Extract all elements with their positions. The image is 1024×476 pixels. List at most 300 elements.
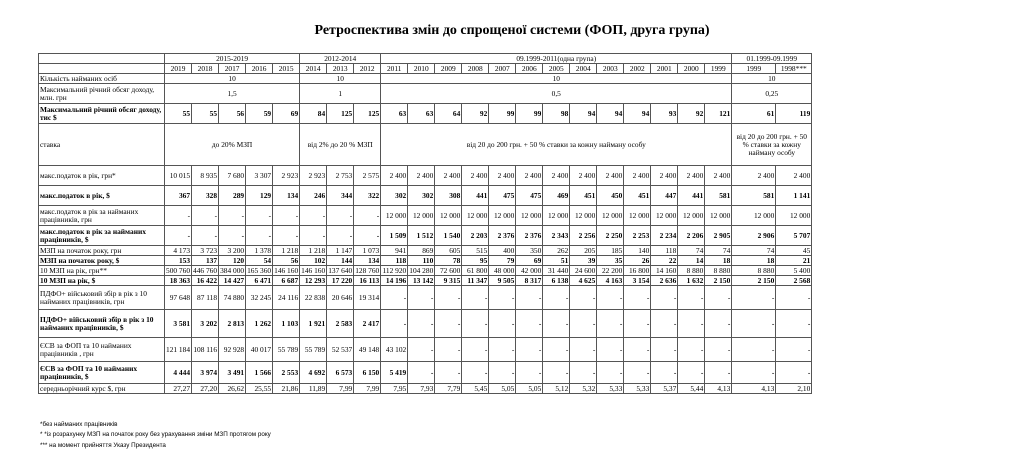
table-cell: 12 000 bbox=[776, 206, 812, 226]
year-header: 2014 bbox=[300, 64, 327, 74]
table-cell: 205 bbox=[570, 246, 597, 256]
table-cell: 99 bbox=[516, 104, 543, 124]
table-cell: 22 838 bbox=[300, 286, 327, 310]
table-cell: 112 920 bbox=[382, 265, 407, 275]
table-cell: 2 400 bbox=[732, 166, 776, 186]
table-cell: 93 bbox=[651, 104, 678, 124]
table-cell: 2 923 bbox=[300, 166, 327, 186]
year-header: 1999 bbox=[705, 64, 732, 74]
table-cell: 43 102 bbox=[381, 338, 408, 362]
table-cell: 185 bbox=[597, 246, 624, 256]
table-cell: 12 000 bbox=[732, 206, 776, 226]
table-cell: - bbox=[651, 362, 678, 384]
table-cell: - bbox=[408, 310, 435, 338]
table-cell: - bbox=[462, 310, 489, 338]
year-header: 2016 bbox=[246, 64, 273, 74]
table-cell: 2 400 bbox=[516, 166, 543, 186]
table-cell: 24 116 bbox=[273, 286, 300, 310]
table-cell: 5,12 bbox=[543, 384, 570, 394]
table-cell: 32 245 bbox=[246, 286, 273, 310]
merged-cell: 0,25 bbox=[732, 84, 812, 104]
year-header: 2008 bbox=[462, 64, 489, 74]
table-cell: - bbox=[776, 310, 812, 338]
table-cell: 2 343 bbox=[543, 226, 570, 246]
table-cell: 869 bbox=[408, 246, 435, 256]
table-cell: 2 400 bbox=[776, 166, 812, 186]
table-cell: 153 bbox=[165, 256, 192, 266]
table-cell: 137 bbox=[192, 256, 219, 266]
table-cell: - bbox=[624, 362, 651, 384]
table-cell: 94 bbox=[597, 104, 624, 124]
table-cell: 55 bbox=[192, 104, 219, 124]
table-cell: 64 bbox=[435, 104, 462, 124]
table-cell: 52 537 bbox=[327, 338, 354, 362]
row-label: Максимальний річний обсяг доходу, млн. грн bbox=[39, 84, 165, 104]
table-cell: 95 bbox=[462, 256, 489, 266]
table-cell: 39 bbox=[570, 256, 597, 266]
row-label: середньорічний курс $, грн bbox=[39, 384, 165, 394]
table-row bbox=[39, 74, 812, 84]
table-cell: 262 bbox=[543, 246, 570, 256]
table-cell: 2 400 bbox=[678, 166, 705, 186]
table-cell: 97 648 bbox=[165, 286, 192, 310]
table-cell: 447 bbox=[651, 186, 678, 206]
table-cell: 581 bbox=[705, 186, 732, 206]
table-cell: 2 753 bbox=[327, 166, 354, 186]
table-cell: 61 bbox=[732, 104, 776, 124]
table-cell: 92 928 bbox=[219, 338, 246, 362]
table-cell: 104 280 bbox=[409, 265, 434, 275]
table-cell: 2 250 bbox=[597, 226, 624, 246]
table-cell: 121 184 bbox=[165, 338, 192, 362]
table-cell: 1 262 bbox=[246, 310, 273, 338]
table-cell: 31 440 bbox=[543, 266, 570, 276]
table-cell: 3 974 bbox=[192, 362, 219, 384]
table-cell: - bbox=[776, 362, 812, 384]
table-cell: 2 813 bbox=[219, 310, 246, 338]
table-cell: 4 444 bbox=[165, 362, 192, 384]
table-cell: 7,95 bbox=[381, 384, 408, 394]
table-cell: 24 600 bbox=[570, 266, 597, 276]
row-label: макс.податок в рік, $ bbox=[39, 186, 165, 206]
table-cell: 4,13 bbox=[732, 384, 776, 394]
table-row bbox=[39, 338, 812, 362]
table-cell: 12 000 bbox=[651, 206, 678, 226]
table-cell: - bbox=[435, 362, 462, 384]
table-cell: 475 bbox=[516, 186, 543, 206]
table-cell: - bbox=[732, 338, 776, 362]
table-cell: - bbox=[776, 338, 812, 362]
table-cell: 4 173 bbox=[165, 246, 192, 256]
table-cell: 13 142 bbox=[408, 276, 435, 286]
row-label: ПДФО+ військовий збір в рік з 10 найманих працівників, грн bbox=[39, 286, 165, 310]
year-header: 2019 bbox=[165, 64, 192, 74]
table-cell: 2 400 bbox=[570, 166, 597, 186]
year-header: 2009 bbox=[435, 64, 462, 74]
table-cell: - bbox=[570, 362, 597, 384]
table-cell: - bbox=[678, 362, 705, 384]
table-cell: 84 bbox=[300, 104, 327, 124]
table-cell: - bbox=[732, 362, 776, 384]
table-cell: 2 400 bbox=[435, 166, 462, 186]
merged-cell: від 2% до 20 % МЗП bbox=[300, 124, 381, 166]
table-row bbox=[39, 246, 812, 256]
table-row bbox=[39, 276, 812, 286]
table-cell: - bbox=[543, 338, 570, 362]
year-header: 2013 bbox=[327, 64, 354, 74]
table-cell: 446 760 bbox=[193, 265, 218, 275]
table-cell: 4 692 bbox=[300, 362, 327, 384]
table-row bbox=[39, 362, 812, 384]
table-cell: - bbox=[570, 310, 597, 338]
row-label: МЗП на початок року, грн bbox=[39, 246, 165, 256]
table-cell: - bbox=[408, 338, 435, 362]
table-cell: 2 400 bbox=[462, 166, 489, 186]
year-header: 2004 bbox=[570, 64, 597, 74]
footnotes bbox=[40, 420, 271, 451]
table-cell: 12 000 bbox=[435, 206, 462, 226]
merged-cell: 10 bbox=[165, 74, 300, 84]
table-cell: 2 376 bbox=[516, 226, 543, 246]
year-header: 2010 bbox=[408, 64, 435, 74]
table-cell: 515 bbox=[462, 246, 489, 256]
merged-cell: 10 bbox=[381, 74, 732, 84]
table-cell: - bbox=[516, 362, 543, 384]
table-cell: 12 000 bbox=[408, 206, 435, 226]
table-cell: - bbox=[192, 226, 219, 246]
table-cell: - bbox=[462, 362, 489, 384]
table-cell: 35 bbox=[597, 256, 624, 266]
table-cell: 8 880 bbox=[705, 266, 732, 276]
table-cell: 451 bbox=[570, 186, 597, 206]
table-cell: 9 505 bbox=[489, 276, 516, 286]
table-cell: 12 000 bbox=[597, 206, 624, 226]
table-cell: 18 bbox=[732, 256, 776, 266]
table-cell: 74 bbox=[705, 246, 732, 256]
merged-cell: від 20 до 200 грн. + 50 % ставки за кожну найману особу bbox=[381, 124, 732, 166]
merged-cell: 1,5 bbox=[165, 84, 300, 104]
table-cell: - bbox=[678, 338, 705, 362]
table-cell: 16 113 bbox=[354, 276, 381, 286]
table-cell: - bbox=[327, 226, 354, 246]
table-cell: 302 bbox=[381, 186, 408, 206]
table-cell: - bbox=[732, 286, 776, 310]
table-cell: 118 bbox=[381, 256, 408, 266]
table-cell: 63 bbox=[381, 104, 408, 124]
table-cell: 2 583 bbox=[327, 310, 354, 338]
table-cell: 98 bbox=[543, 104, 570, 124]
table-cell: 2 400 bbox=[705, 166, 732, 186]
table-cell: - bbox=[516, 310, 543, 338]
table-cell: 94 bbox=[570, 104, 597, 124]
table-cell: 1 509 bbox=[381, 226, 408, 246]
row-label: макс.податок в рік, грн* bbox=[39, 166, 165, 186]
table-cell: 146 160 bbox=[274, 265, 299, 275]
row-label: ставка bbox=[39, 124, 165, 166]
table-cell: 12 000 bbox=[678, 206, 705, 226]
table-cell: 1 921 bbox=[300, 310, 327, 338]
table-cell: 3 723 bbox=[192, 246, 219, 256]
table-cell: 8 880 bbox=[732, 266, 776, 276]
table-cell: 165 360 bbox=[247, 265, 272, 275]
table-cell: 5,45 bbox=[462, 384, 489, 394]
table-cell: 69 bbox=[516, 256, 543, 266]
table-row bbox=[39, 206, 812, 226]
table-row bbox=[39, 384, 812, 394]
table-cell: 2 400 bbox=[489, 166, 516, 186]
table-cell: 367 bbox=[165, 186, 192, 206]
table-cell: - bbox=[651, 286, 678, 310]
period-header: 2012-2014 bbox=[300, 54, 381, 64]
table-cell: - bbox=[624, 286, 651, 310]
year-header: 2001 bbox=[651, 64, 678, 74]
table-cell: 5 419 bbox=[381, 362, 408, 384]
table-cell: 146 160 bbox=[301, 265, 326, 275]
table-cell: 56 bbox=[219, 104, 246, 124]
table-cell: 18 363 bbox=[165, 276, 192, 286]
table-cell: 7,79 bbox=[435, 384, 462, 394]
table-cell: - bbox=[381, 310, 408, 338]
table-cell: - bbox=[435, 310, 462, 338]
table-cell: - bbox=[273, 226, 300, 246]
table-cell: 92 bbox=[678, 104, 705, 124]
table-cell: 1 512 bbox=[408, 226, 435, 246]
table-cell: 450 bbox=[597, 186, 624, 206]
table-cell: 2 256 bbox=[570, 226, 597, 246]
table-cell: 7 680 bbox=[219, 166, 246, 186]
table-cell: 87 118 bbox=[192, 286, 219, 310]
table-cell: - bbox=[678, 310, 705, 338]
table-cell: 2 234 bbox=[651, 226, 678, 246]
table-cell: - bbox=[597, 286, 624, 310]
table-cell: 144 bbox=[327, 256, 354, 266]
row-label: МЗП на початок року, $ bbox=[39, 256, 165, 266]
table-cell: - bbox=[165, 206, 192, 226]
table-cell: 118 bbox=[651, 246, 678, 256]
table-cell: - bbox=[570, 286, 597, 310]
table-cell: 289 bbox=[219, 186, 246, 206]
table-cell: 7,93 bbox=[408, 384, 435, 394]
table-cell: 2 417 bbox=[354, 310, 381, 338]
table-cell: - bbox=[597, 362, 624, 384]
table-cell: 2 400 bbox=[381, 166, 408, 186]
table-cell: 469 bbox=[543, 186, 570, 206]
table-cell: 1 141 bbox=[776, 186, 812, 206]
table-cell: 302 bbox=[408, 186, 435, 206]
table-cell: - bbox=[408, 286, 435, 310]
table-cell: 5,05 bbox=[489, 384, 516, 394]
table-cell: - bbox=[651, 338, 678, 362]
year-header: 2002 bbox=[624, 64, 651, 74]
table-cell: 9 315 bbox=[435, 276, 462, 286]
table-cell: 49 148 bbox=[354, 338, 381, 362]
table-cell: 12 000 bbox=[624, 206, 651, 226]
table-cell: 384 000 bbox=[220, 265, 245, 275]
table-cell: 94 bbox=[624, 104, 651, 124]
table-cell: 19 314 bbox=[354, 286, 381, 310]
table-cell: 441 bbox=[462, 186, 489, 206]
table-cell: 16 422 bbox=[192, 276, 219, 286]
header-corner bbox=[39, 64, 165, 74]
year-header: 2007 bbox=[489, 64, 516, 74]
table-cell: 605 bbox=[435, 246, 462, 256]
table-cell: 4 625 bbox=[570, 276, 597, 286]
table-cell: 128 760 bbox=[355, 265, 380, 275]
table-cell: 134 bbox=[354, 256, 381, 266]
year-header: 2006 bbox=[516, 64, 543, 74]
table-cell: 12 000 bbox=[381, 206, 408, 226]
table-cell: - bbox=[651, 310, 678, 338]
table-cell: 6 471 bbox=[246, 276, 273, 286]
period-header: 09.1999-2011(одна група) bbox=[381, 54, 732, 64]
table-cell: 2 636 bbox=[651, 276, 678, 286]
table-cell: - bbox=[327, 206, 354, 226]
table-cell: - bbox=[705, 338, 732, 362]
table-cell: 12 000 bbox=[489, 206, 516, 226]
table-cell: 134 bbox=[273, 186, 300, 206]
table-cell: 12 000 bbox=[705, 206, 732, 226]
table-cell: 27,20 bbox=[192, 384, 219, 394]
table-cell: 14 196 bbox=[381, 276, 408, 286]
row-label: ЄСВ за ФОП та 10 найманих працівників , грн bbox=[39, 338, 165, 362]
table-cell: - bbox=[165, 226, 192, 246]
year-header: 2005 bbox=[543, 64, 570, 74]
table-cell: 3 202 bbox=[192, 310, 219, 338]
table-cell: - bbox=[597, 310, 624, 338]
table-cell: 63 bbox=[408, 104, 435, 124]
table-cell: 21,86 bbox=[273, 384, 300, 394]
table-cell: - bbox=[732, 310, 776, 338]
table-cell: 3 200 bbox=[219, 246, 246, 256]
row-label: 10 МЗП на рік, $ bbox=[39, 276, 165, 286]
table-row bbox=[39, 226, 812, 246]
table-cell: 55 bbox=[165, 104, 192, 124]
table-cell: - bbox=[516, 338, 543, 362]
table-cell: - bbox=[219, 226, 246, 246]
table-cell: - bbox=[705, 310, 732, 338]
table-cell: 6 138 bbox=[543, 276, 570, 286]
table-cell: 74 880 bbox=[219, 286, 246, 310]
table-cell: 3 307 bbox=[246, 166, 273, 186]
table-cell: - bbox=[273, 206, 300, 226]
table-cell: 7,99 bbox=[327, 384, 354, 394]
table-cell: 21 bbox=[776, 256, 812, 266]
table-cell: 400 bbox=[489, 246, 516, 256]
table-cell: 328 bbox=[192, 186, 219, 206]
table-cell: 322 bbox=[354, 186, 381, 206]
table-cell: 6 687 bbox=[273, 276, 300, 286]
table-cell: 1 632 bbox=[678, 276, 705, 286]
table-cell: 3 491 bbox=[219, 362, 246, 384]
table-cell: 120 bbox=[219, 256, 246, 266]
table-cell: 2 575 bbox=[354, 166, 381, 186]
table-cell: - bbox=[354, 226, 381, 246]
table-cell: 121 bbox=[705, 104, 732, 124]
table-cell: 441 bbox=[678, 186, 705, 206]
table-cell: 12 000 bbox=[516, 206, 543, 226]
table-cell: 475 bbox=[489, 186, 516, 206]
table-cell: 4,13 bbox=[705, 384, 732, 394]
table-cell: 2 905 bbox=[705, 226, 732, 246]
table-cell: 941 bbox=[381, 246, 408, 256]
table-cell: 451 bbox=[624, 186, 651, 206]
table-cell: 5,44 bbox=[678, 384, 705, 394]
merged-cell: 10 bbox=[732, 74, 812, 84]
table-cell: 72 600 bbox=[435, 266, 462, 276]
table-cell: 5,33 bbox=[597, 384, 624, 394]
table-cell: 125 bbox=[327, 104, 354, 124]
table-cell: 350 bbox=[516, 246, 543, 256]
table-cell: 2 906 bbox=[732, 226, 776, 246]
table-row bbox=[39, 104, 812, 124]
table-cell: 12 000 bbox=[570, 206, 597, 226]
table-cell: 56 bbox=[273, 256, 300, 266]
row-label: Максимальний річний обсяг доходу, тис $ bbox=[39, 104, 165, 124]
row-label: макс.податок в рік за найманих працівників, грн bbox=[39, 206, 165, 226]
table-cell: 8 317 bbox=[516, 276, 543, 286]
table-cell: 12 000 bbox=[543, 206, 570, 226]
table-cell: 99 bbox=[489, 104, 516, 124]
table-cell: 2 376 bbox=[489, 226, 516, 246]
table-cell: 2 568 bbox=[776, 276, 812, 286]
table-cell: 6 573 bbox=[327, 362, 354, 384]
year-header: 2017 bbox=[219, 64, 246, 74]
table-cell: 42 000 bbox=[516, 266, 543, 276]
table-cell: 61 800 bbox=[462, 266, 489, 276]
table-row bbox=[39, 84, 812, 104]
year-header: 2000 bbox=[678, 64, 705, 74]
table-cell: 108 116 bbox=[192, 338, 219, 362]
table-cell: 20 646 bbox=[327, 286, 354, 310]
row-label: макс.податок в рік за найманих працівників, $ bbox=[39, 226, 165, 246]
table-cell: 119 bbox=[776, 104, 812, 124]
table-cell: 5 707 bbox=[776, 226, 812, 246]
table-cell: 16 800 bbox=[624, 266, 651, 276]
table-cell: 2 400 bbox=[408, 166, 435, 186]
table-cell: - bbox=[624, 310, 651, 338]
table-cell: - bbox=[597, 338, 624, 362]
table-cell: 59 bbox=[246, 104, 273, 124]
header-corner bbox=[39, 54, 165, 64]
table-row bbox=[39, 166, 812, 186]
retrospective-table bbox=[38, 53, 812, 394]
table-cell: 1 566 bbox=[246, 362, 273, 384]
table-cell: 74 bbox=[678, 246, 705, 256]
table-row bbox=[39, 256, 812, 266]
row-label: Кількість найманих осіб bbox=[39, 74, 165, 84]
table-cell: 14 427 bbox=[219, 276, 246, 286]
table-cell: 1 540 bbox=[435, 226, 462, 246]
year-header: 2018 bbox=[192, 64, 219, 74]
table-row bbox=[39, 186, 812, 206]
table-cell: - bbox=[381, 286, 408, 310]
table-cell: - bbox=[543, 286, 570, 310]
table-cell: 2 150 bbox=[705, 276, 732, 286]
year-header: 2011 bbox=[381, 64, 408, 74]
table-cell: 12 000 bbox=[462, 206, 489, 226]
table-cell: 2 400 bbox=[624, 166, 651, 186]
table-cell: 5,33 bbox=[624, 384, 651, 394]
table-cell: 2,10 bbox=[776, 384, 812, 394]
table-cell: - bbox=[246, 206, 273, 226]
row-label: ПДФО+ військовий збір в рік з 10 найманих працівників, $ bbox=[39, 310, 165, 338]
table-cell: - bbox=[624, 338, 651, 362]
table-cell: - bbox=[543, 362, 570, 384]
table-row bbox=[39, 286, 812, 310]
table-cell: 79 bbox=[489, 256, 516, 266]
table-cell: - bbox=[489, 338, 516, 362]
table-cell: 27,27 bbox=[165, 384, 192, 394]
